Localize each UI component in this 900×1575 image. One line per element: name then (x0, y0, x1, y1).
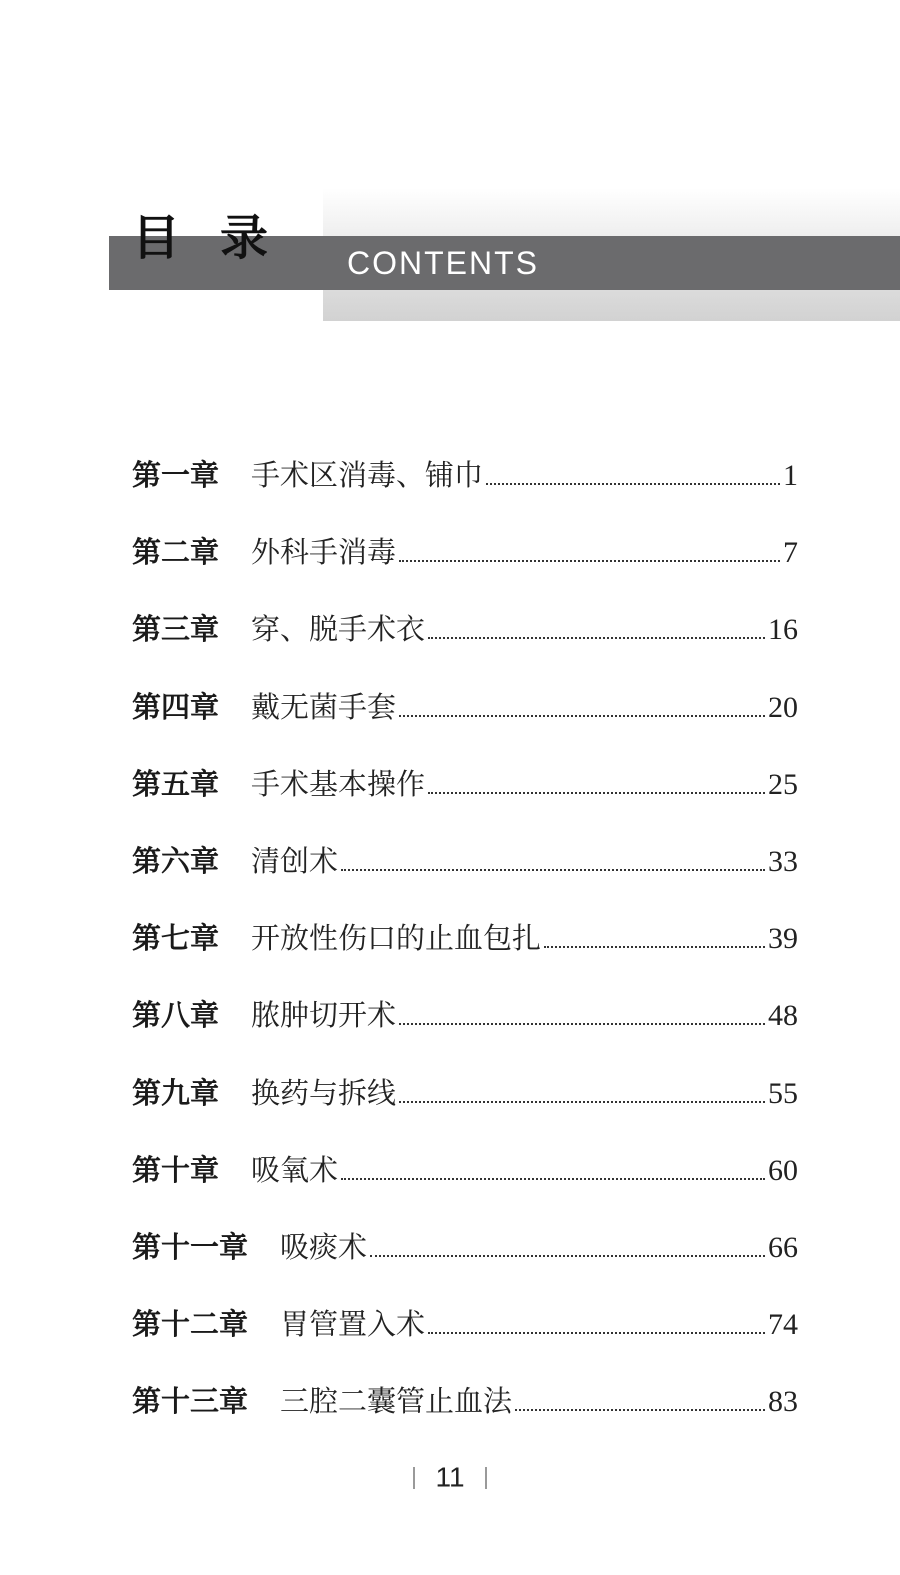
toc-leader-dots (370, 1254, 765, 1257)
toc-page-number: 66 (768, 1230, 798, 1264)
toc-chapter-label: 第五章 (132, 766, 220, 801)
toc-entry-title: 吸痰术 (280, 1229, 368, 1264)
toc-row[interactable] (132, 682, 798, 759)
toc-leader-dots (399, 1022, 765, 1025)
page-footer (0, 1460, 900, 1494)
toc-leader-dots (428, 1331, 765, 1334)
toc-row[interactable] (132, 990, 798, 1067)
toc-chapter-label: 第八章 (132, 998, 220, 1033)
toc-row[interactable] (132, 1145, 798, 1222)
toc-page-number: 20 (768, 690, 798, 724)
toc-page-number: 25 (768, 767, 798, 801)
toc-row[interactable] (132, 836, 798, 913)
toc-row[interactable] (132, 1376, 798, 1453)
toc-chapter-label: 第十章 (132, 1152, 220, 1187)
page-title: 目录 (132, 210, 309, 266)
toc-row[interactable] (132, 450, 798, 527)
toc-page-number: 1 (783, 459, 798, 492)
toc-entry-title: 清创术 (251, 843, 339, 878)
toc-chapter-label: 第一章 (132, 458, 220, 492)
toc-leader-dots (515, 1408, 765, 1411)
toc-entry-title: 穿、脱手术衣 (251, 612, 426, 647)
toc-leader-dots (428, 791, 765, 794)
toc-entry-title: 吸氧术 (251, 1152, 339, 1187)
toc-leader-dots (399, 559, 780, 562)
toc-page-number: 74 (768, 1308, 798, 1342)
toc-leader-dots (544, 945, 765, 948)
page-subtitle: CONTENTS (347, 245, 539, 281)
toc-leader-dots (399, 714, 765, 717)
toc-entry-title: 开放性伤口的止血包扎 (251, 921, 542, 956)
toc-page-number: 33 (768, 844, 798, 878)
toc-leader-dots (341, 868, 765, 871)
toc-chapter-label: 第四章 (132, 689, 220, 724)
page-number: 11 (435, 1461, 465, 1493)
toc-leader-dots (341, 1177, 765, 1180)
toc-entry-title: 戴无菌手套 (251, 689, 397, 724)
toc-chapter-label: 第二章 (132, 535, 220, 570)
toc-chapter-label: 第六章 (132, 843, 220, 878)
toc-chapter-label: 第三章 (132, 612, 220, 647)
toc-entry-title: 脓肿切开术 (251, 998, 397, 1033)
toc-entry-title: 胃管置入术 (280, 1307, 426, 1342)
toc-chapter-label: 第九章 (132, 1075, 220, 1110)
toc-row[interactable] (132, 1222, 798, 1299)
toc-row[interactable] (132, 1068, 798, 1145)
toc-chapter-label: 第十三章 (132, 1384, 249, 1419)
toc-page-number: 55 (768, 1076, 798, 1110)
toc-page-number: 39 (768, 922, 798, 956)
toc-chapter-label: 第十一章 (132, 1229, 249, 1264)
toc-chapter-label: 第十二章 (132, 1307, 249, 1342)
toc-entry-title: 手术区消毒、铺巾 (251, 458, 484, 492)
toc-leader-dots (399, 1100, 765, 1103)
toc-page-number: 16 (768, 613, 798, 647)
toc-entry-title: 换药与拆线 (251, 1075, 397, 1110)
footer-left-bar (413, 1467, 415, 1489)
toc-page-number: 83 (768, 1385, 798, 1419)
toc-page-number: 60 (768, 1153, 798, 1187)
toc-entry-title: 手术基本操作 (251, 766, 426, 801)
toc-row[interactable] (132, 913, 798, 990)
footer-right-bar (485, 1467, 487, 1489)
toc-leader-dots (428, 636, 765, 639)
table-of-contents (132, 450, 798, 1453)
toc-page-number: 48 (768, 999, 798, 1033)
toc-chapter-label: 第七章 (132, 921, 220, 956)
toc-leader-dots (486, 482, 780, 485)
toc-page-number: 7 (783, 536, 798, 570)
toc-entry-title: 三腔二囊管止血法 (280, 1384, 513, 1419)
toc-entry-title: 外科手消毒 (251, 535, 397, 570)
toc-row[interactable] (132, 1299, 798, 1376)
toc-row[interactable] (132, 759, 798, 836)
toc-row[interactable] (132, 527, 798, 604)
toc-row[interactable] (132, 604, 798, 681)
